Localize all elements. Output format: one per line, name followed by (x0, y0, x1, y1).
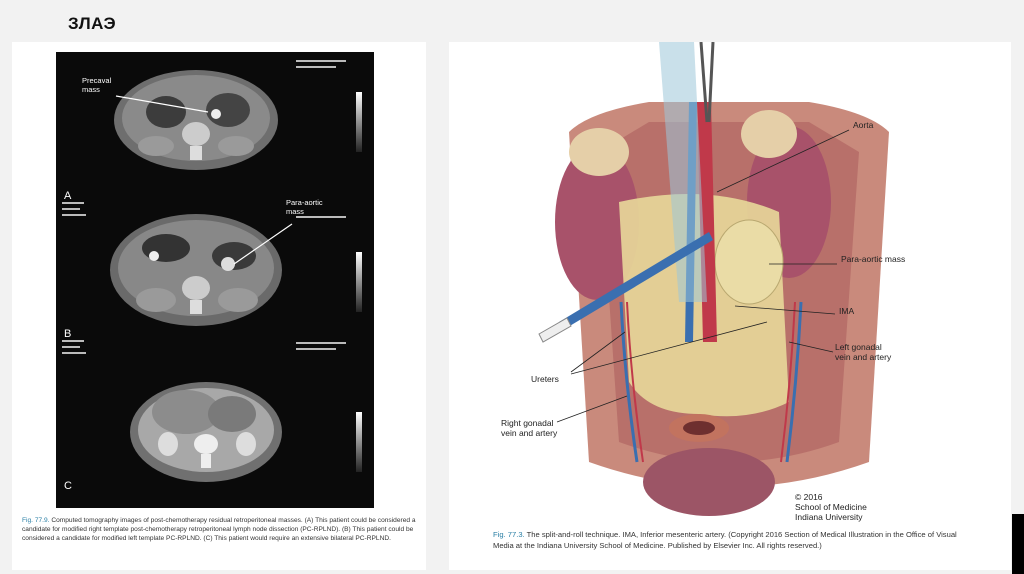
ct-scan-a (114, 70, 362, 170)
illustration-caption (493, 530, 963, 551)
ct-scan-b (110, 214, 362, 326)
corner-block (1012, 514, 1024, 574)
caption-fig-number: Fig. 77.9. (22, 517, 50, 524)
ct-image-strip (56, 52, 374, 508)
label-para-aortic-mass: Para-aortic mass (841, 254, 906, 264)
slide-title: ЗЛАЭ (68, 14, 117, 33)
caption-fig-number: Fig. 77.3. (493, 530, 525, 539)
ct-scans-image (56, 52, 374, 508)
panel-label-a: A (64, 190, 72, 202)
illustration-panel (449, 42, 1011, 570)
ct-figure-panel (12, 42, 426, 570)
label-right-gonadal: Right gonadal vein and artery (501, 418, 558, 438)
split-and-roll-illustration (449, 42, 1011, 528)
label-ureters: Ureters (531, 374, 559, 384)
copyright-notice: © 2016 School of Medicine Indiana University (795, 492, 867, 522)
label-ima: IMA (839, 306, 855, 316)
caption-text: Computed tomography images of post-chemotherapy residual retroperitoneal masses. (A) This patient could be considered a candidate for modified right template post-chemotherapy retroperitoneal lymph node dissection (PC-RPLND). (B) This patient could be considered a candidate for modified left template PC-RPLND. (C) This patient would require an extensive bilateral PC-RPLND. (22, 517, 416, 543)
ct-scan-c (130, 382, 362, 482)
panel-label-c: C (64, 480, 72, 492)
ct-figure-caption (22, 516, 418, 544)
panel-label-b: B (64, 328, 72, 340)
precaval-mass-label: Precaval mass (82, 76, 112, 94)
label-left-gonadal: Left gonadal vein and artery (835, 342, 892, 362)
label-aorta: Aorta (853, 120, 874, 130)
para-aortic-mass-label: Para-aortic mass (286, 198, 323, 216)
caption-text: The split-and-roll technique. IMA, Inferior mesenteric artery. (Copyright 2016 Section of Medical Illustration in the Office of Visual Media at the Indiana University School of Medicine. Published by Elsevier Inc. All rights reserved.) (493, 530, 957, 550)
